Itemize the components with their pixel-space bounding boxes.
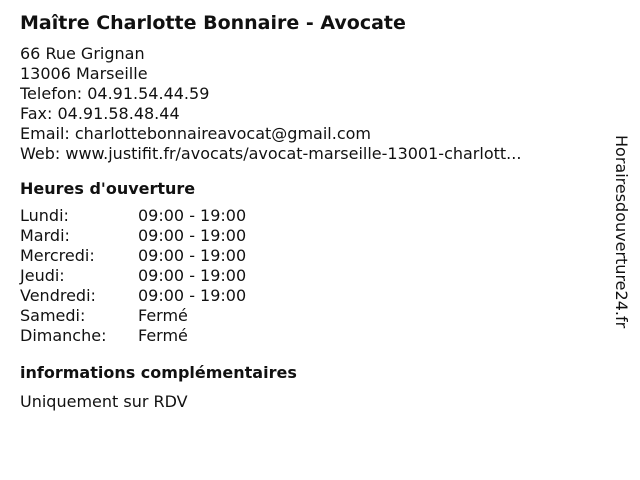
hours-value: 09:00 - 19:00	[138, 246, 247, 265]
hours-row-monday	[20, 206, 600, 226]
hours-value: 09:00 - 19:00	[138, 286, 247, 305]
site-brand-vertical[interactable]: Horairesdouverture24.fr	[612, 135, 631, 329]
hours-row-thursday	[20, 266, 600, 286]
opening-hours-table	[20, 206, 600, 346]
hours-row-saturday	[20, 306, 600, 326]
website-link[interactable]: Web: www.justifit.fr/avocats/avocat-marseille-13001-charlott...	[20, 144, 522, 163]
day-label: Dimanche:	[20, 326, 107, 345]
day-label: Samedi:	[20, 306, 86, 325]
day-label: Mercredi:	[20, 246, 95, 265]
hours-row-sunday	[20, 326, 600, 346]
email-address[interactable]: Email: charlottebonnaireavocat@gmail.com	[20, 124, 371, 143]
fax-number: Fax: 04.91.58.48.44	[20, 104, 180, 123]
hours-row-wednesday	[20, 246, 600, 266]
hours-value: 09:00 - 19:00	[138, 206, 247, 225]
hours-value: 09:00 - 19:00	[138, 266, 247, 285]
day-label: Jeudi:	[20, 266, 65, 285]
contact-block	[20, 44, 600, 164]
hours-value: Fermé	[138, 306, 188, 325]
address-street: 66 Rue Grignan	[20, 44, 145, 63]
hours-row-tuesday	[20, 226, 600, 246]
hours-value: 09:00 - 19:00	[138, 226, 247, 245]
additional-info-heading: informations complémentaires	[20, 363, 297, 382]
address-city: 13006 Marseille	[20, 64, 148, 83]
day-label: Lundi:	[20, 206, 69, 225]
phone-number[interactable]: Telefon: 04.91.54.44.59	[20, 84, 210, 103]
page-title: Maître Charlotte Bonnaire - Avocate	[20, 12, 406, 34]
listing-card	[20, 10, 600, 412]
day-label: Mardi:	[20, 226, 70, 245]
hours-row-friday	[20, 286, 600, 306]
day-label: Vendredi:	[20, 286, 96, 305]
additional-info-text: Uniquement sur RDV	[20, 392, 188, 411]
hours-value: Fermé	[138, 326, 188, 345]
opening-hours-heading: Heures d'ouverture	[20, 179, 196, 198]
